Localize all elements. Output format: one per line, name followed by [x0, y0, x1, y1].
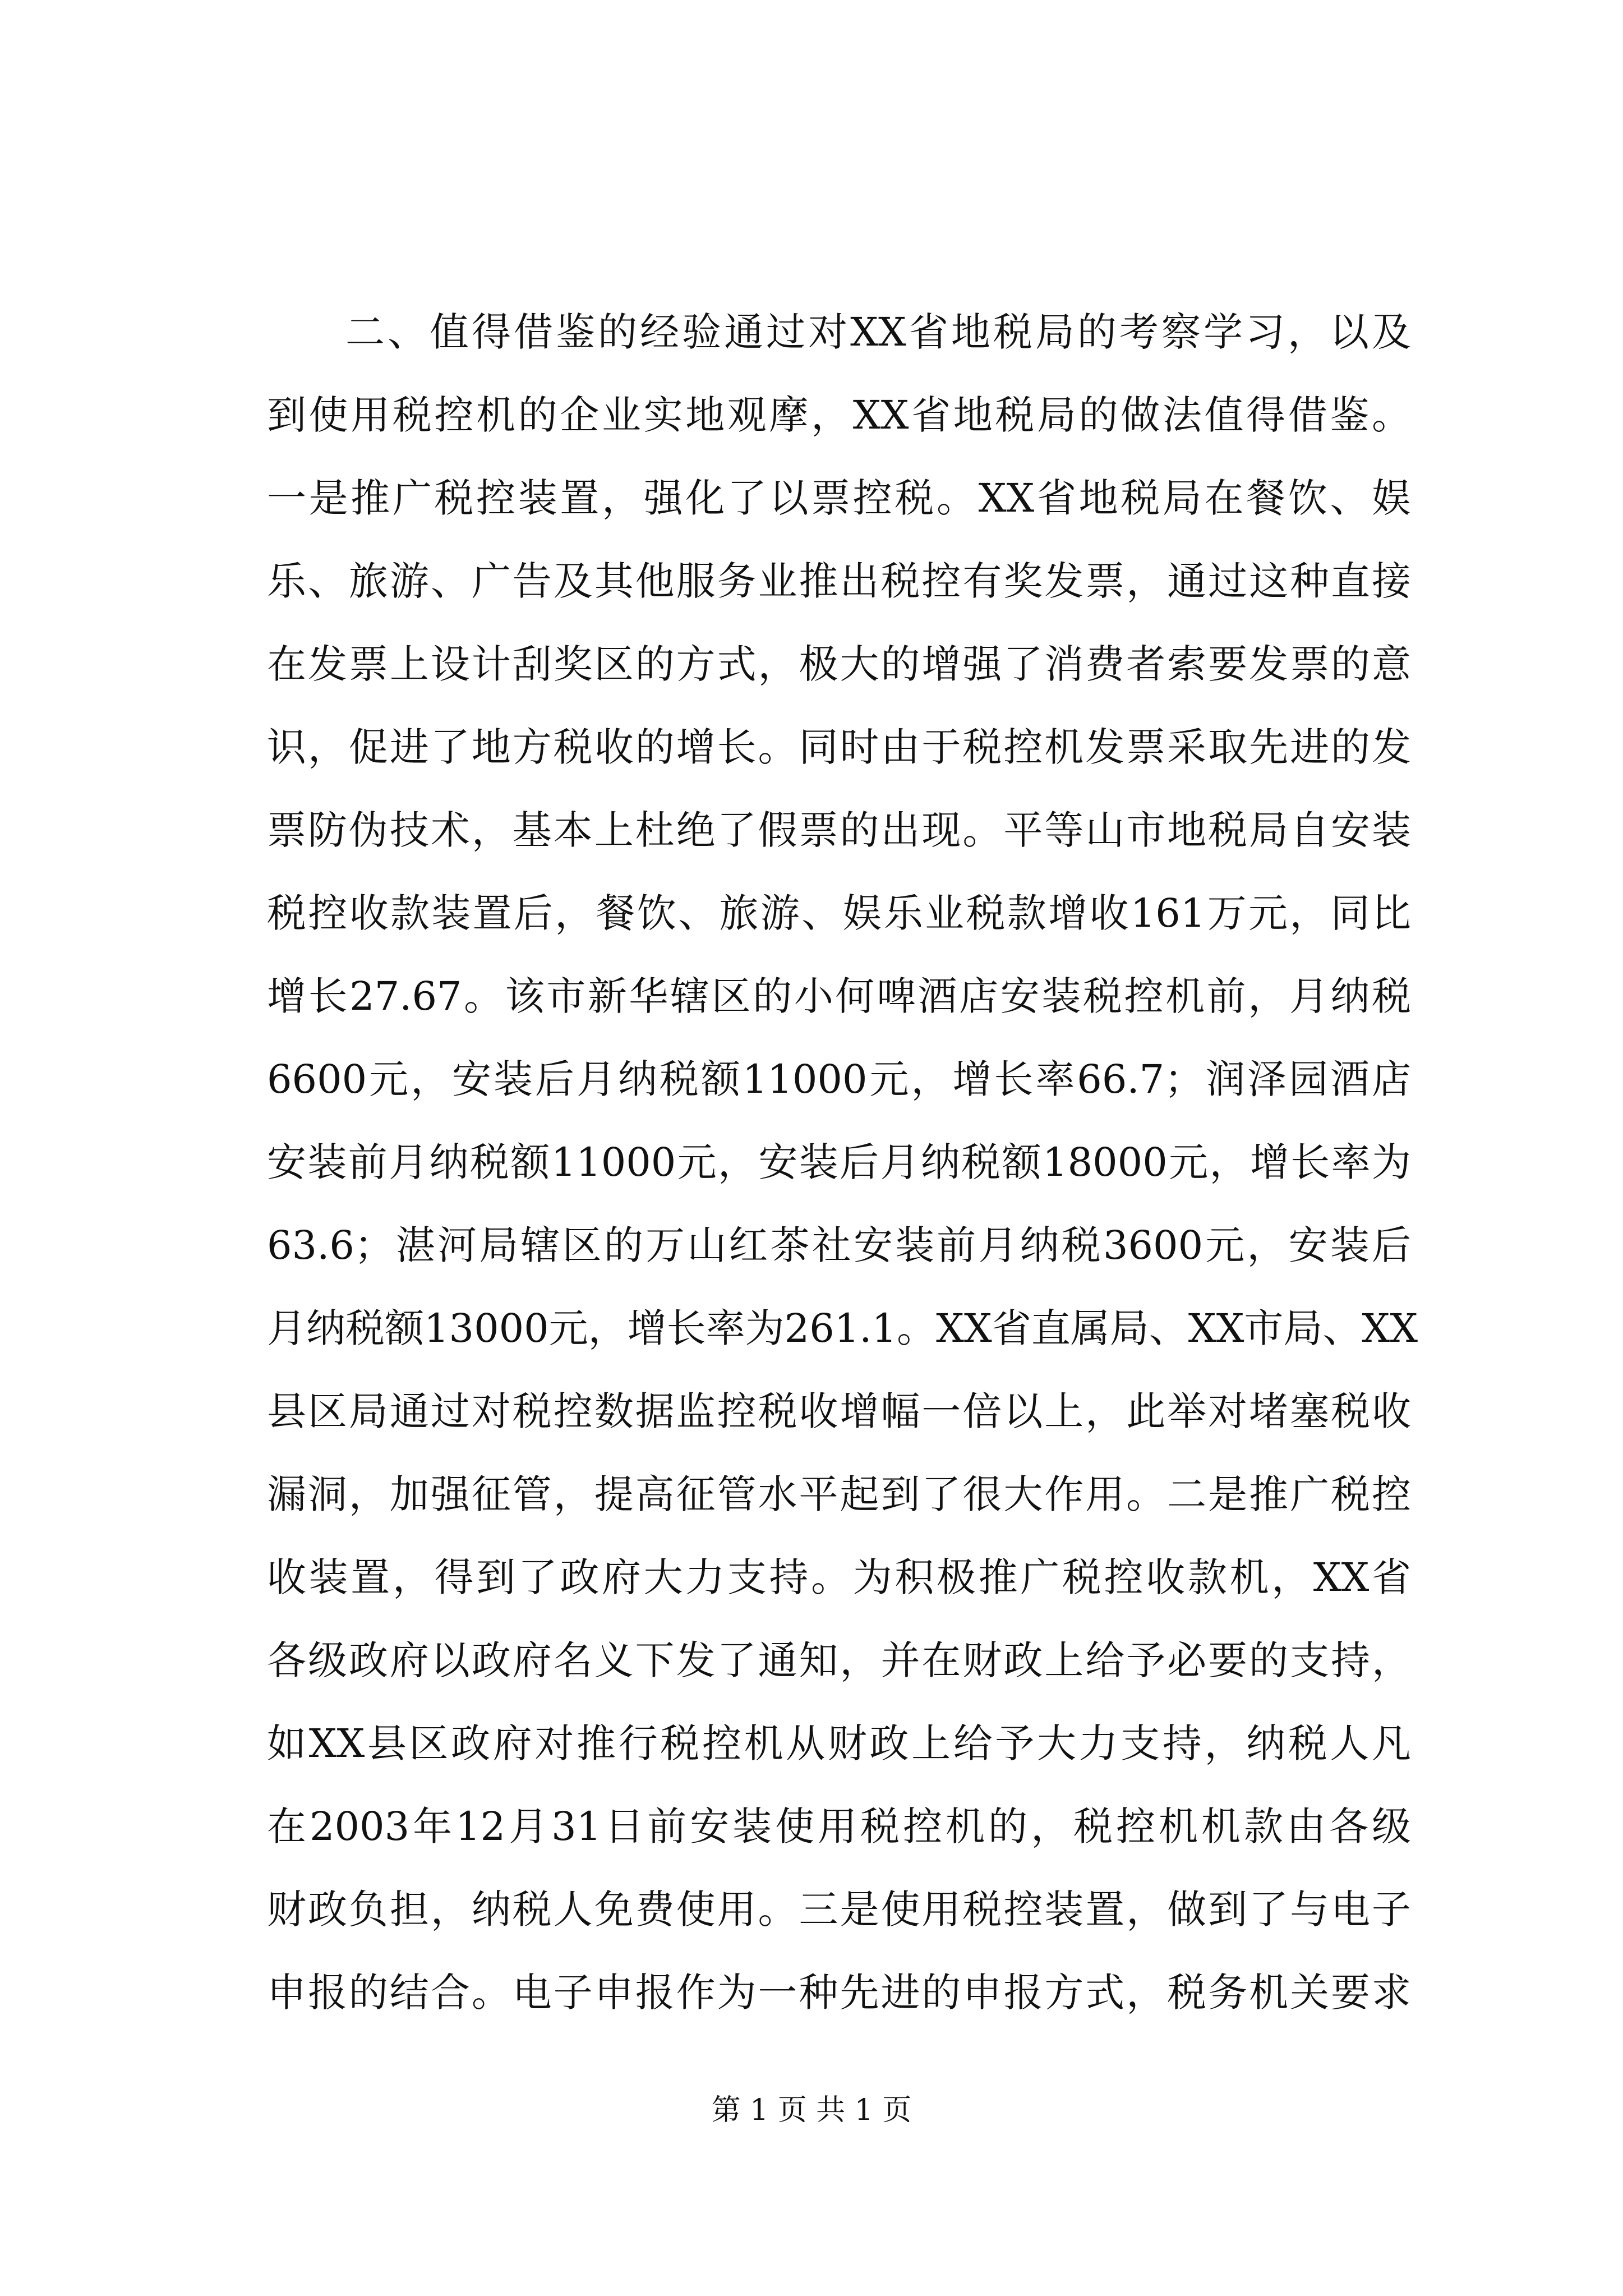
- text-line: 安装前月纳税额11000元，安装后月纳税额18000元，增长率为: [267, 1139, 1411, 1185]
- text-line: 各级政府以政府名义下发了通知，并在财政上给予必要的支持，: [267, 1637, 1411, 1683]
- text-line: 在发票上设计刮奖区的方式，极大的增强了消费者索要发票的意: [267, 641, 1411, 687]
- text-line: 财政负担，纳税人免费使用。三是使用税控装置，做到了与电子: [267, 1887, 1411, 1932]
- text-line: 月纳税额13000元，增长率为261.1。XX省直属局、XX市局、XX: [267, 1305, 1418, 1351]
- body-paragraph: [267, 291, 1418, 2034]
- text-line: 票防伪技术，基本上杜绝了假票的出现。平等山市地税局自安装: [267, 807, 1411, 853]
- text-line: 收装置，得到了政府大力支持。为积极推广税控收款机，XX省: [267, 1554, 1411, 1600]
- text-line: 乐、旅游、广告及其他服务业推出税控有奖发票，通过这种直接: [267, 558, 1411, 604]
- text-line: 在2003年12月31日前安装使用税控机的，税控机机款由各级: [267, 1803, 1411, 1849]
- text-line: 申报的结合。电子申报作为一种先进的申报方式，税务机关要求: [267, 1970, 1411, 2016]
- text-line: 县区局通过对税控数据监控税收增幅一倍以上，此举对堵塞税收: [267, 1388, 1411, 1434]
- text-line: 一是推广税控装置，强化了以票控税。XX省地税局在餐饮、娱: [267, 475, 1411, 521]
- text-line: 6600元，安装后月纳税额11000元，增长率66.7；润泽园酒店: [267, 1056, 1411, 1102]
- text-line: 如XX县区政府对推行税控机从财政上给予大力支持，纳税人凡: [267, 1720, 1411, 1766]
- text-line: 63.6；湛河局辖区的万山红茶社安装前月纳税3600元，安装后: [267, 1222, 1411, 1268]
- text-line: 增长27.67。该市新华辖区的小何啤酒店安装税控机前，月纳税: [267, 973, 1411, 1019]
- text-line: 漏洞，加强征管，提高征管水平起到了很大作用。二是推广税控: [267, 1471, 1411, 1517]
- text-line: 二、值得借鉴的经验通过对XX省地税局的考察学习，以及: [345, 309, 1411, 355]
- text-line: 税控收款装置后，餐饮、旅游、娱乐业税款增收161万元，同比: [267, 890, 1411, 936]
- text-line: 识，促进了地方税收的增长。同时由于税控机发票采取先进的发: [267, 724, 1411, 770]
- page-footer: 第 1 页 共 1 页: [711, 2093, 912, 2127]
- text-line: 到使用税控机的企业实地观摩，XX省地税局的做法值得借鉴。: [267, 392, 1411, 438]
